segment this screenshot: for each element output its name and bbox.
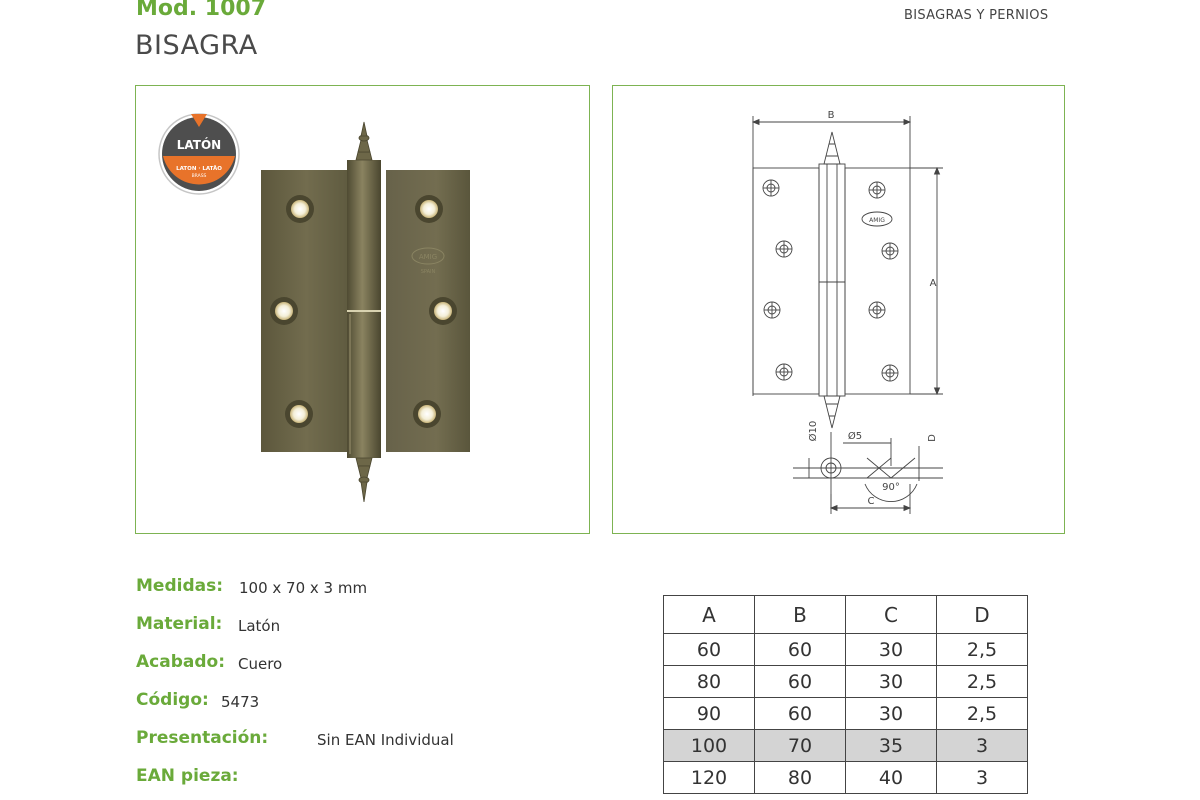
hinge-knuckle: [347, 160, 381, 458]
table-cell: 80: [755, 762, 846, 794]
hinge-technical-drawing: [613, 86, 1066, 535]
svg-text:Ø10: Ø10: [808, 420, 819, 442]
table-cell: 60: [664, 634, 755, 666]
table-row: [664, 634, 1028, 666]
spec-value: Sin EAN Individual: [317, 731, 454, 749]
spec-value: 5473: [221, 693, 260, 711]
table-row-highlighted: [664, 730, 1028, 762]
svg-text:LATÓN: LATÓN: [176, 138, 222, 152]
product-photo-panel: [135, 85, 590, 534]
svg-text:LATON · LATÃO: LATON · LATÃO: [176, 166, 222, 172]
table-cell: 3: [937, 762, 1028, 794]
spec-label: Código:: [136, 690, 209, 710]
table-cell: 60: [755, 634, 846, 666]
svg-text:90°: 90°: [882, 482, 900, 493]
svg-text:BRASS: BRASS: [191, 174, 207, 179]
table-cell: 2,5: [937, 666, 1028, 698]
table-cell: 40: [846, 762, 937, 794]
table-cell: 80: [664, 666, 755, 698]
spec-value: Cuero: [238, 655, 283, 673]
table-cell: 70: [755, 730, 846, 762]
table-cell: 120: [664, 762, 755, 794]
table-cell: 30: [846, 666, 937, 698]
table-row: [664, 666, 1028, 698]
spec-label: Material:: [136, 614, 223, 634]
table-cell: 30: [846, 634, 937, 666]
table-cell: 90: [664, 698, 755, 730]
table-cell: 2,5: [937, 698, 1028, 730]
dimensions-table: [663, 595, 1028, 794]
category-label: BISAGRAS Y PERNIOS: [904, 8, 1049, 23]
column-header-d: D: [937, 596, 1028, 634]
table-cell: 60: [755, 698, 846, 730]
spec-label: EAN pieza:: [136, 766, 239, 786]
svg-text:A: A: [929, 278, 937, 289]
svg-text:D: D: [927, 434, 938, 442]
table-cell: 35: [846, 730, 937, 762]
table-cell: 60: [755, 666, 846, 698]
hinge-photo: [136, 86, 591, 535]
svg-text:AMIG: AMIG: [869, 217, 885, 224]
column-header-b: B: [755, 596, 846, 634]
table-cell: 2,5: [937, 634, 1028, 666]
table-cell: 30: [846, 698, 937, 730]
product-title: BISAGRA: [135, 30, 258, 61]
spec-value: Latón: [238, 617, 281, 635]
column-header-a: A: [664, 596, 755, 634]
bottom-finial: [356, 458, 372, 502]
model-number: Mod. 1007: [136, 0, 267, 21]
svg-text:Ø5: Ø5: [847, 431, 863, 442]
technical-drawing-panel: [612, 85, 1065, 534]
svg-text:AMIG: AMIG: [418, 253, 438, 261]
svg-text:SPAIN: SPAIN: [420, 269, 436, 275]
table-row: [664, 762, 1028, 794]
table-cell: 100: [664, 730, 755, 762]
top-finial: [356, 122, 372, 160]
column-header-c: C: [846, 596, 937, 634]
table-row: [664, 698, 1028, 730]
screw-symbols: [763, 180, 898, 381]
table-cell: 3: [937, 730, 1028, 762]
spec-label: Medidas:: [136, 576, 224, 596]
material-badge: [159, 114, 239, 194]
svg-text:B: B: [827, 110, 835, 121]
table-header-row: [664, 596, 1028, 634]
svg-text:C: C: [867, 496, 875, 507]
spec-value: 100 x 70 x 3 mm: [239, 579, 368, 597]
spec-label: Acabado:: [136, 652, 225, 672]
spec-label: Presentación:: [136, 728, 269, 748]
